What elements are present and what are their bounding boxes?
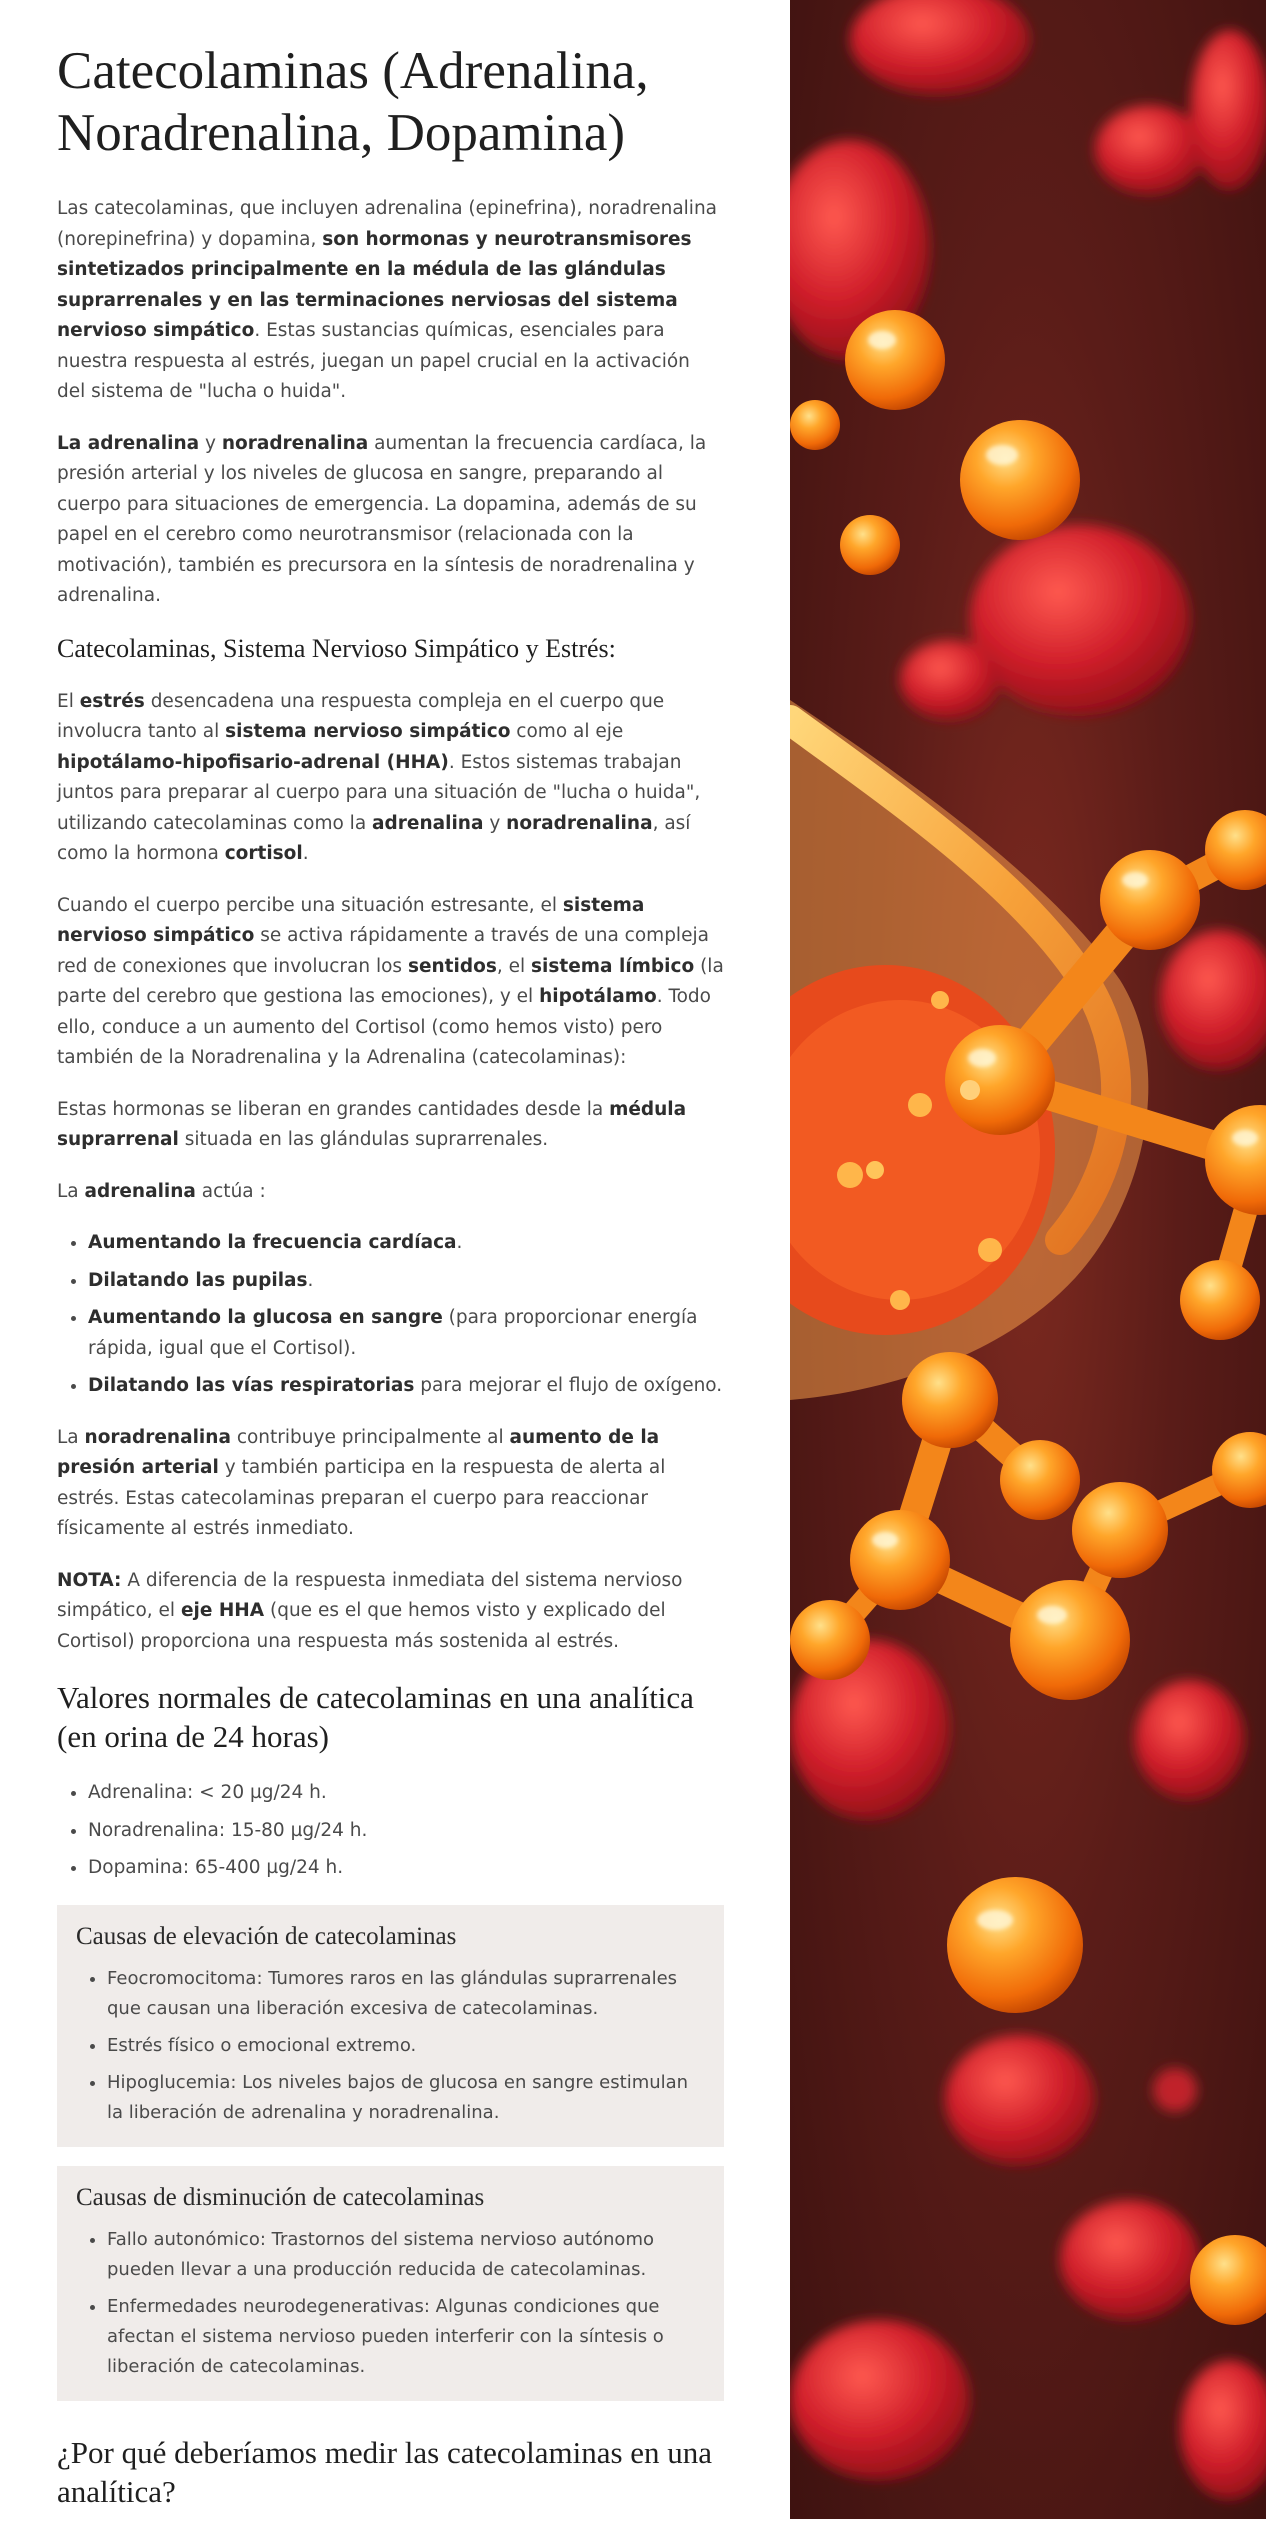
emphasis: adrenalina — [372, 812, 484, 834]
emphasis: Dilatando las vías respiratorias — [88, 1375, 415, 1396]
list-item: • Feocromocitoma: Tumores raros en las glándulas suprarrenales que causan una liberación excesiva de catecolaminas. — [107, 1964, 704, 2024]
adrenaline-actions-list — [57, 1228, 724, 1402]
decrease-causes-box — [57, 2166, 724, 2401]
list-item: • Noradrenalina: 15-80 µg/24 h. — [88, 1816, 724, 1847]
elevation-causes-list — [76, 1964, 704, 2128]
normal-values-list — [57, 1778, 724, 1884]
list-item: • Enfermedades neurodegenerativas: Algunas condiciones que afectan el sistema nervioso pueden interferir con la síntesis o liberación de catecolaminas. — [107, 2292, 704, 2382]
elevation-causes-box — [57, 1905, 724, 2147]
emphasis: NOTA: — [57, 1569, 122, 1591]
noradrenaline-paragraph: La noradrenalina contribuye principalmente al aumento de la presión arterial y también participa en la respuesta de alerta al estrés. Estas catecolaminas preparan el cuerpo para reaccionar físicamente al estrés inmediato. — [57, 1426, 666, 1539]
emphasis: sistema límbico — [531, 955, 695, 977]
emphasis: sistema nervioso simpático — [57, 894, 645, 946]
elevation-causes-heading: Causas de elevación de catecolaminas — [76, 1922, 457, 1950]
stress-paragraph-4: La adrenalina actúa : — [57, 1180, 266, 1202]
emphasis: noradrenalina — [221, 432, 369, 454]
intro-paragraph-1: Las catecolaminas, que incluyen adrenalina (epinefrina), noradrenalina (norepinefrina) y dopamina, son hormonas y neurotransmisores sintetizados principalmente en la médula de las glándulas suprarrenales y en las terminaciones nerviosas del sistema nervioso simpático. Estas sustancias químicas, esenciales para nuestra respuesta al estrés, juegan un papel crucial en la activación del sistema de "lucha o huida". — [57, 198, 718, 402]
emphasis: sentidos — [407, 955, 497, 977]
list-item: • Estrés físico o emocional extremo. — [107, 2031, 704, 2061]
decrease-causes-heading: Causas de disminución de catecolaminas — [76, 2183, 485, 2211]
emphasis: adrenalina — [84, 1180, 196, 1202]
emphasis: hipotálamo — [539, 986, 657, 1007]
decrease-causes-list — [76, 2225, 704, 2382]
list-item: • Aumentando la glucosa en sangre (para proporcionar energía rápida, igual que el Cortisol). — [88, 1303, 724, 1364]
list-item: • Aumentando la frecuencia cardíaca. — [88, 1228, 724, 1259]
list-item: • Dilatando las vías respiratorias para mejorar el flujo de oxígeno. — [88, 1371, 724, 1402]
emphasis: médula suprarrenal — [57, 1098, 687, 1150]
emphasis: La adrenalina — [57, 432, 200, 454]
emphasis: sistema nervioso simpático — [225, 721, 511, 742]
stress-section-heading: Catecolaminas, Sistema Nervioso Simpático y Estrés: — [57, 633, 616, 663]
emphasis: Aumentando la frecuencia cardíaca — [88, 1232, 457, 1253]
list-item: • Adrenalina: < 20 µg/24 h. — [88, 1778, 724, 1809]
list-item: • Hipoglucemia: Los niveles bajos de glucosa en sangre estimulan la liberación de adrenalina y noradrenalina. — [107, 2068, 704, 2128]
stress-paragraph-2: Cuando el cuerpo percibe una situación estresante, el sistema nervioso simpático se activa rápidamente a través de una compleja red de conexiones que involucran los sentidos, el sistema límbico (la parte del cerebro que gestiona las emociones), y el hipotálamo. Todo ello, conduce a un aumento del Cortisol (como hemos visto) pero también de la Noradrenalina y la Adrenalina (catecolaminas): — [57, 894, 724, 1068]
emphasis: eje HHA — [180, 1600, 265, 1621]
article — [57, 40, 724, 2533]
emphasis: cortisol — [224, 843, 303, 864]
list-item: • Dilatando las pupilas. — [88, 1266, 724, 1297]
why-measure-heading: ¿Por qué deberíamos medir las catecolaminas en una analítica? — [57, 2434, 713, 2509]
catecholamine-illustration — [790, 0, 1266, 2519]
emphasis: aumento de la presión arterial — [57, 1426, 660, 1478]
values-heading: Valores normales de catecolaminas en una analítica (en orina de 24 horas) — [57, 1680, 694, 1754]
emphasis: Dilatando las pupilas — [88, 1269, 308, 1291]
stress-paragraph-1: El estrés desencadena una respuesta compleja en el cuerpo que involucra tanto al sistema nervioso simpático como al eje hipotálamo-hipofisario-adrenal (HHA). Estos sistemas trabajan juntos para preparar al cuerpo para una situación de "lucha o huida", utilizando catecolaminas como la adrenalina y noradrenalina, así como la hormona cortisol. — [57, 690, 701, 864]
stress-paragraph-3: Estas hormonas se liberan en grandes cantidades desde la médula suprarrenal situada en las glándulas suprarrenales. — [57, 1098, 687, 1150]
intro-paragraph-2: La adrenalina y noradrenalina aumentan la frecuencia cardíaca, la presión arterial y los niveles de glucosa en sangre, preparando al cuerpo para situaciones de emergencia. La dopamina, además de su papel en el cerebro como neurotransmisor (relacionada con la motivación), también es precursora en la síntesis de noradrenalina y adrenalina. — [57, 432, 707, 606]
page-title: Catecolaminas (Adrenalina, Noradrenalina, Dopamina) — [57, 42, 649, 162]
list-item: • Dopamina: 65-400 µg/24 h. — [88, 1853, 724, 1884]
emphasis: estrés — [79, 690, 145, 712]
emphasis: noradrenalina — [506, 812, 653, 834]
note-paragraph: NOTA: A diferencia de la respuesta inmediata del sistema nervioso simpático, el eje HHA (que es el que hemos visto y explicado del Cortisol) proporciona una respuesta más sostenida al estrés. — [57, 1569, 683, 1652]
emphasis: noradrenalina — [84, 1426, 231, 1448]
list-item: • Fallo autonómico: Trastornos del sistema nervioso autónomo pueden llevar a una producción reducida de catecolaminas. — [107, 2225, 704, 2285]
illustration-svg — [790, 0, 1266, 2519]
emphasis: hipotálamo-hipofisario-adrenal (HHA) — [57, 751, 449, 773]
emphasis: Aumentando la glucosa en sangre — [88, 1307, 443, 1328]
emphasis: son hormonas y neurotransmisores sintetizados principalmente en la médula de las glándulas suprarrenales y en las terminaciones nerviosas del sistema nervioso simpático — [57, 228, 692, 341]
